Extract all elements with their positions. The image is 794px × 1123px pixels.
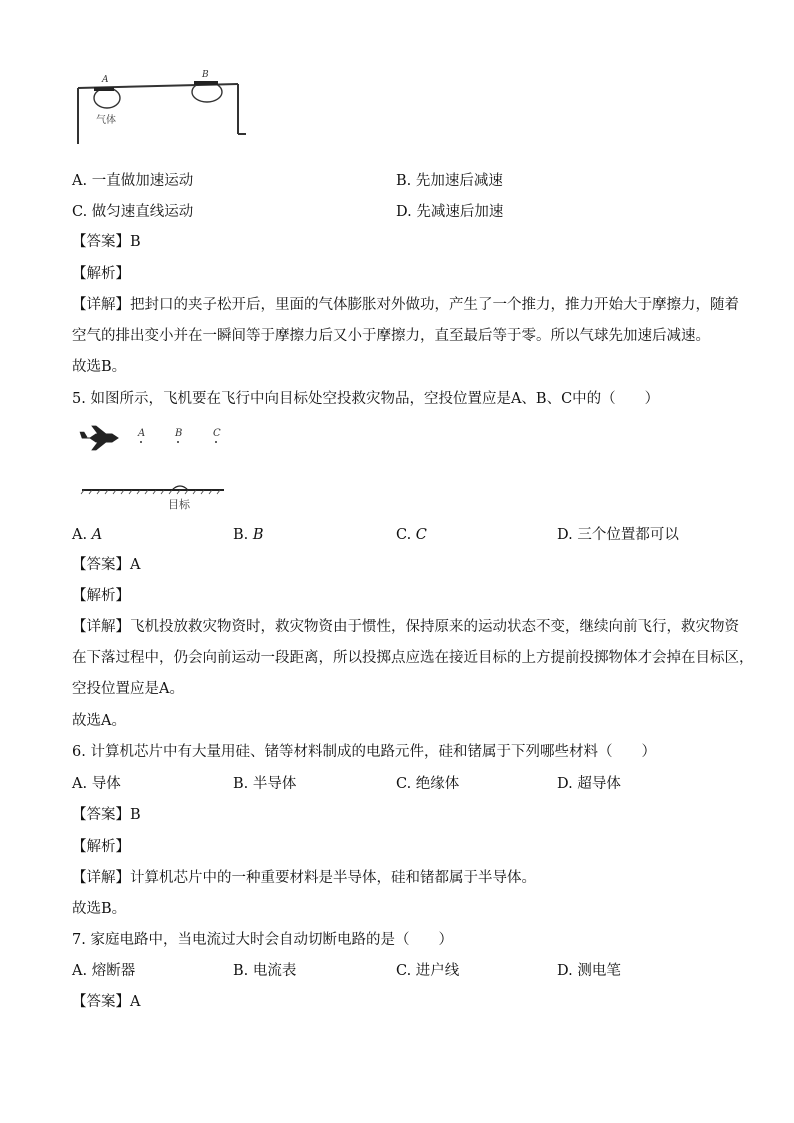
q6-analysis: 【解析】 — [72, 839, 130, 855]
q4-option-a: A. 一直做加速运动 — [72, 173, 194, 189]
q5-answer: 【答案】A — [72, 557, 141, 573]
q7-option-b: B. 电流表 — [233, 963, 297, 979]
q5-detail-line-3: 空投位置应是A。 — [72, 681, 184, 697]
balloon-label-b: B — [202, 70, 209, 80]
q6-choice: 故选B。 — [72, 901, 127, 917]
q5-detail-line-2: 在下落过程中，仍会向前运动一段距离，所以投掷点应选在接近目标的上方提前投掷物体才会掉在目标区， — [72, 650, 754, 666]
q5-option-c: C. C — [396, 527, 427, 543]
q7-option-a: A. 熔断器 — [72, 963, 136, 979]
q5-option-d: D. 三个位置都可以 — [557, 527, 679, 543]
q5-option-a: A. A — [72, 527, 103, 543]
airplane-drop-figure — [78, 420, 228, 515]
q6-option-d: D. 超导体 — [557, 776, 621, 792]
balloon-figure — [70, 68, 255, 148]
q5-analysis: 【解析】 — [72, 588, 130, 604]
q4-option-b: B. 先加速后减速 — [396, 173, 503, 189]
drop-label-a: A — [138, 428, 146, 439]
drop-label-c: C — [213, 428, 221, 439]
q7-option-c: C. 进户线 — [396, 963, 460, 979]
q7-answer: 【答案】A — [72, 994, 141, 1010]
q4-option-d: D. 先减速后加速 — [396, 204, 504, 220]
q7-option-d: D. 测电笔 — [557, 963, 621, 979]
q4-detail-line-2: 空气的排出变小并在一瞬间等于摩擦力后又小于摩擦力，直至最后等于零。所以气球先加速后减速。 — [72, 328, 710, 344]
q4-analysis: 【解析】 — [72, 266, 130, 282]
q7-stem: 7. 家庭电路中，当电流过大时会自动切断电路的是（ ） — [72, 932, 453, 948]
q6-option-a: A. 导体 — [72, 776, 121, 792]
balloon-label-a: A — [102, 75, 109, 85]
target-label: 目标 — [168, 498, 190, 511]
q4-option-c: C. 做匀速直线运动 — [72, 204, 194, 220]
drop-label-b: B — [175, 428, 183, 439]
airplane-icon — [80, 426, 118, 450]
q6-detail-line-1: 【详解】计算机芯片中的一种重要材料是半导体，硅和锗都属于半导体。 — [72, 870, 536, 886]
q6-option-b: B. 半导体 — [233, 776, 297, 792]
q5-choice: 故选A。 — [72, 713, 126, 729]
q5-detail-line-1: 【详解】飞机投放救灾物资时，救灾物资由于惯性，保持原来的运动状态不变，继续向前飞行，救灾物资 — [72, 619, 739, 635]
q6-stem: 6. 计算机芯片中有大量用硅、锗等材料制成的电路元件，硅和锗属于下列哪些材料（ ） — [72, 744, 656, 760]
q4-detail-line-1: 【详解】把封口的夹子松开后，里面的气体膨胀对外做功，产生了一个推力，推力开始大于摩擦力，随着 — [72, 297, 739, 313]
q5-stem: 5. 如图所示，飞机要在飞行中向目标处空投救灾物品，空投位置应是A、B、C中的（ ） — [72, 391, 660, 407]
q5-option-b: B. B — [233, 527, 264, 543]
balloon-label-gas: 气体 — [96, 115, 116, 126]
q4-answer: 【答案】B — [72, 234, 141, 250]
q6-answer: 【答案】B — [72, 807, 141, 823]
q4-choice: 故选B。 — [72, 359, 127, 375]
q6-option-c: C. 绝缘体 — [396, 776, 460, 792]
